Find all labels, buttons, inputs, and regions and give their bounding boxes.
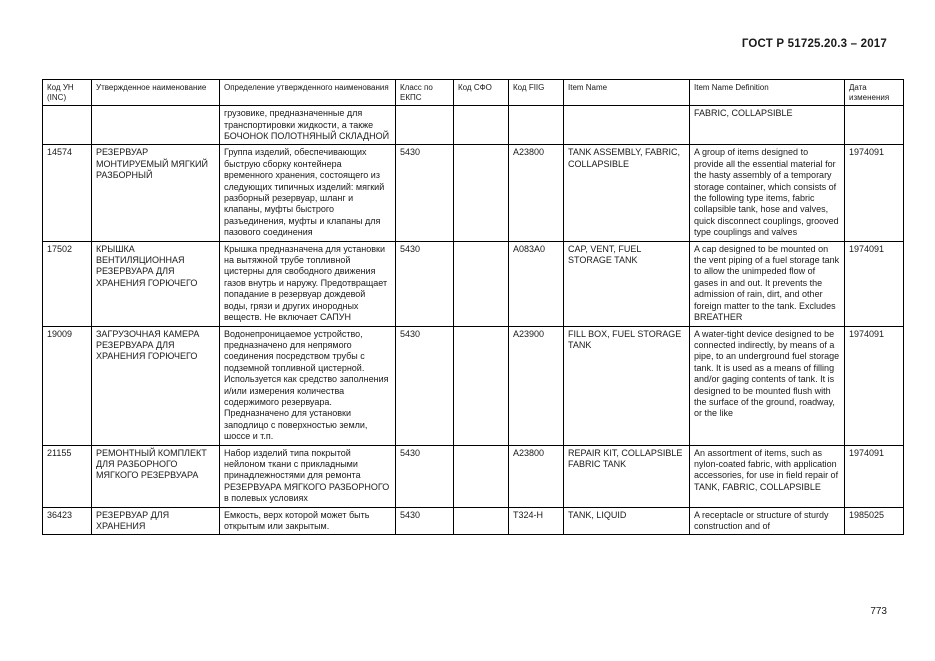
cell-sfo bbox=[454, 106, 509, 145]
cell-fiig: A23900 bbox=[509, 326, 564, 445]
cell-date: 1974091 bbox=[845, 445, 904, 507]
cell-definition-ru: Крышка предназначена для установки на вытяжной трубе топливной цистерны для свободного движения газов внутрь и наружу. Предотвращает попадание в резервуар дождевой воды, грязи и других инородных веществ. Не включает САПУН bbox=[220, 241, 396, 326]
cell-name-ru bbox=[92, 106, 220, 145]
cell-sfo bbox=[454, 241, 509, 326]
cell-inc: 19009 bbox=[43, 326, 92, 445]
cell-definition-ru: Емкость, верх которой может быть открытым или закрытым. bbox=[220, 507, 396, 535]
cell-item-name bbox=[564, 106, 690, 145]
cell-class: 5430 bbox=[396, 145, 454, 241]
column-header-class: Класс по ЕКПС bbox=[396, 80, 454, 106]
cell-name-ru: РЕМОНТНЫЙ КОМПЛЕКТ ДЛЯ РАЗБОРНОГО МЯГКОГО РЕЗЕРВУАРА bbox=[92, 445, 220, 507]
cell-name-ru: ЗАГРУЗОЧНАЯ КАМЕРА РЕЗЕРВУАРА ДЛЯ ХРАНЕНИЯ ГОРЮЧЕГО bbox=[92, 326, 220, 445]
cell-class: 5430 bbox=[396, 326, 454, 445]
cell-class: 5430 bbox=[396, 241, 454, 326]
cell-fiig: A083A0 bbox=[509, 241, 564, 326]
document-code: ГОСТ Р 51725.20.3 – 2017 bbox=[741, 38, 887, 50]
cell-item-name: REPAIR KIT, COLLAPSIBLE FABRIC TANK bbox=[564, 445, 690, 507]
cell-date: 1985025 bbox=[845, 507, 904, 535]
cell-name-ru: КРЫШКА ВЕНТИЛЯЦИОННАЯ РЕЗЕРВУАРА ДЛЯ ХРАНЕНИЯ ГОРЮЧЕГО bbox=[92, 241, 220, 326]
cell-item-definition: A receptacle or structure of sturdy construction and of bbox=[690, 507, 845, 535]
cell-fiig bbox=[509, 106, 564, 145]
cell-sfo bbox=[454, 507, 509, 535]
column-header-date: Дата изменения bbox=[845, 80, 904, 106]
cell-inc bbox=[43, 106, 92, 145]
table-row bbox=[43, 507, 904, 535]
cell-item-definition: An assortment of items, such as nylon-coated fabric, with application accessories, for use in field repair of TANK, FABRIC, COLLAPSIBLE bbox=[690, 445, 845, 507]
table-row bbox=[43, 145, 904, 241]
cell-item-definition: FABRIC, COLLAPSIBLE bbox=[690, 106, 845, 145]
cell-date bbox=[845, 106, 904, 145]
cell-definition-ru: Набор изделий типа покрытой нейлоном ткани с прикладными принадлежностями для ремонта РЕЗЕРВУАРА МЯГКОГО РАЗБОРНОГО в полевых условиях bbox=[220, 445, 396, 507]
cell-fiig: T324-H bbox=[509, 507, 564, 535]
cell-class: 5430 bbox=[396, 507, 454, 535]
column-header-sfo: Код СФО bbox=[454, 80, 509, 106]
cell-date: 1974091 bbox=[845, 145, 904, 241]
cell-fiig: A23800 bbox=[509, 445, 564, 507]
cell-inc: 17502 bbox=[43, 241, 92, 326]
cell-item-name: TANK, LIQUID bbox=[564, 507, 690, 535]
column-header-definition-ru: Определение утвержденного наименования bbox=[220, 80, 396, 106]
cell-inc: 36423 bbox=[43, 507, 92, 535]
cell-date: 1974091 bbox=[845, 326, 904, 445]
cell-item-definition: A group of items designed to provide all the essential material for the hasty assembly of a temporary storage container, which consists of the following type items, fabric collapsible tank, hose and valves, quick disconnect couplings, grooved type couplings and valves bbox=[690, 145, 845, 241]
cell-item-definition: A water-tight device designed to be connected indirectly, by means of a pipe, to an underground fuel storage tank. It is used as a means of filling and/or gaging contents of tank. It is designed to be mounted flush with the surface of the ground, roadway, or the like bbox=[690, 326, 845, 445]
cell-fiig: A23800 bbox=[509, 145, 564, 241]
cell-inc: 21155 bbox=[43, 445, 92, 507]
cell-class bbox=[396, 106, 454, 145]
table-row bbox=[43, 241, 904, 326]
table-row bbox=[43, 326, 904, 445]
table-row bbox=[43, 106, 904, 145]
cell-item-name: CAP, VENT, FUEL STORAGE TANK bbox=[564, 241, 690, 326]
page-number: 773 bbox=[870, 606, 887, 617]
table-row bbox=[43, 445, 904, 507]
cell-item-definition: A cap designed to be mounted on the vent piping of a fuel storage tank to allow the unimpeded flow of gases in and out. It prevents the admission of rain, dirt, and other foreign matter to the tank. Excludes BREATHER bbox=[690, 241, 845, 326]
table-header-row bbox=[43, 80, 904, 106]
cell-sfo bbox=[454, 326, 509, 445]
column-header-item-definition: Item Name Definition bbox=[690, 80, 845, 106]
nomenclature-table bbox=[42, 79, 904, 535]
column-header-item-name: Item Name bbox=[564, 80, 690, 106]
cell-inc: 14574 bbox=[43, 145, 92, 241]
column-header-fiig: Код FIIG bbox=[509, 80, 564, 106]
cell-definition-ru: грузовике, предназначенные для транспортировки жидкости, а также БОЧОНОК ПОЛОТНЯНЫЙ СКЛАДНОЙ bbox=[220, 106, 396, 145]
cell-item-name: TANK ASSEMBLY, FABRIC, COLLAPSIBLE bbox=[564, 145, 690, 241]
cell-item-name: FILL BOX, FUEL STORAGE TANK bbox=[564, 326, 690, 445]
cell-name-ru: РЕЗЕРВУАР МОНТИРУЕМЫЙ МЯГКИЙ РАЗБОРНЫЙ bbox=[92, 145, 220, 241]
cell-date: 1974091 bbox=[845, 241, 904, 326]
cell-definition-ru: Водонепроницаемое устройство, предназначено для непрямого соединения посредством трубы с подземной топливной цистерной. Используется как средство заполнения и/или измерения количества содержимого резервуара. Предназначено для установки заподлицо с поверхностью земли, шоссе и т.п. bbox=[220, 326, 396, 445]
cell-class: 5430 bbox=[396, 445, 454, 507]
cell-sfo bbox=[454, 445, 509, 507]
cell-name-ru: РЕЗЕРВУАР ДЛЯ ХРАНЕНИЯ bbox=[92, 507, 220, 535]
cell-definition-ru: Группа изделий, обеспечивающих быструю сборку контейнера временного хранения, состоящего из следующих типичных изделий: мягкий разборный резервуар, шланг и клапаны, муфты быстрого разъединения, муфты и клапаны для пазового соединения bbox=[220, 145, 396, 241]
column-header-inc: Код УН (INC) bbox=[43, 80, 92, 106]
column-header-name-ru: Утвержденное наименование bbox=[92, 80, 220, 106]
cell-sfo bbox=[454, 145, 509, 241]
